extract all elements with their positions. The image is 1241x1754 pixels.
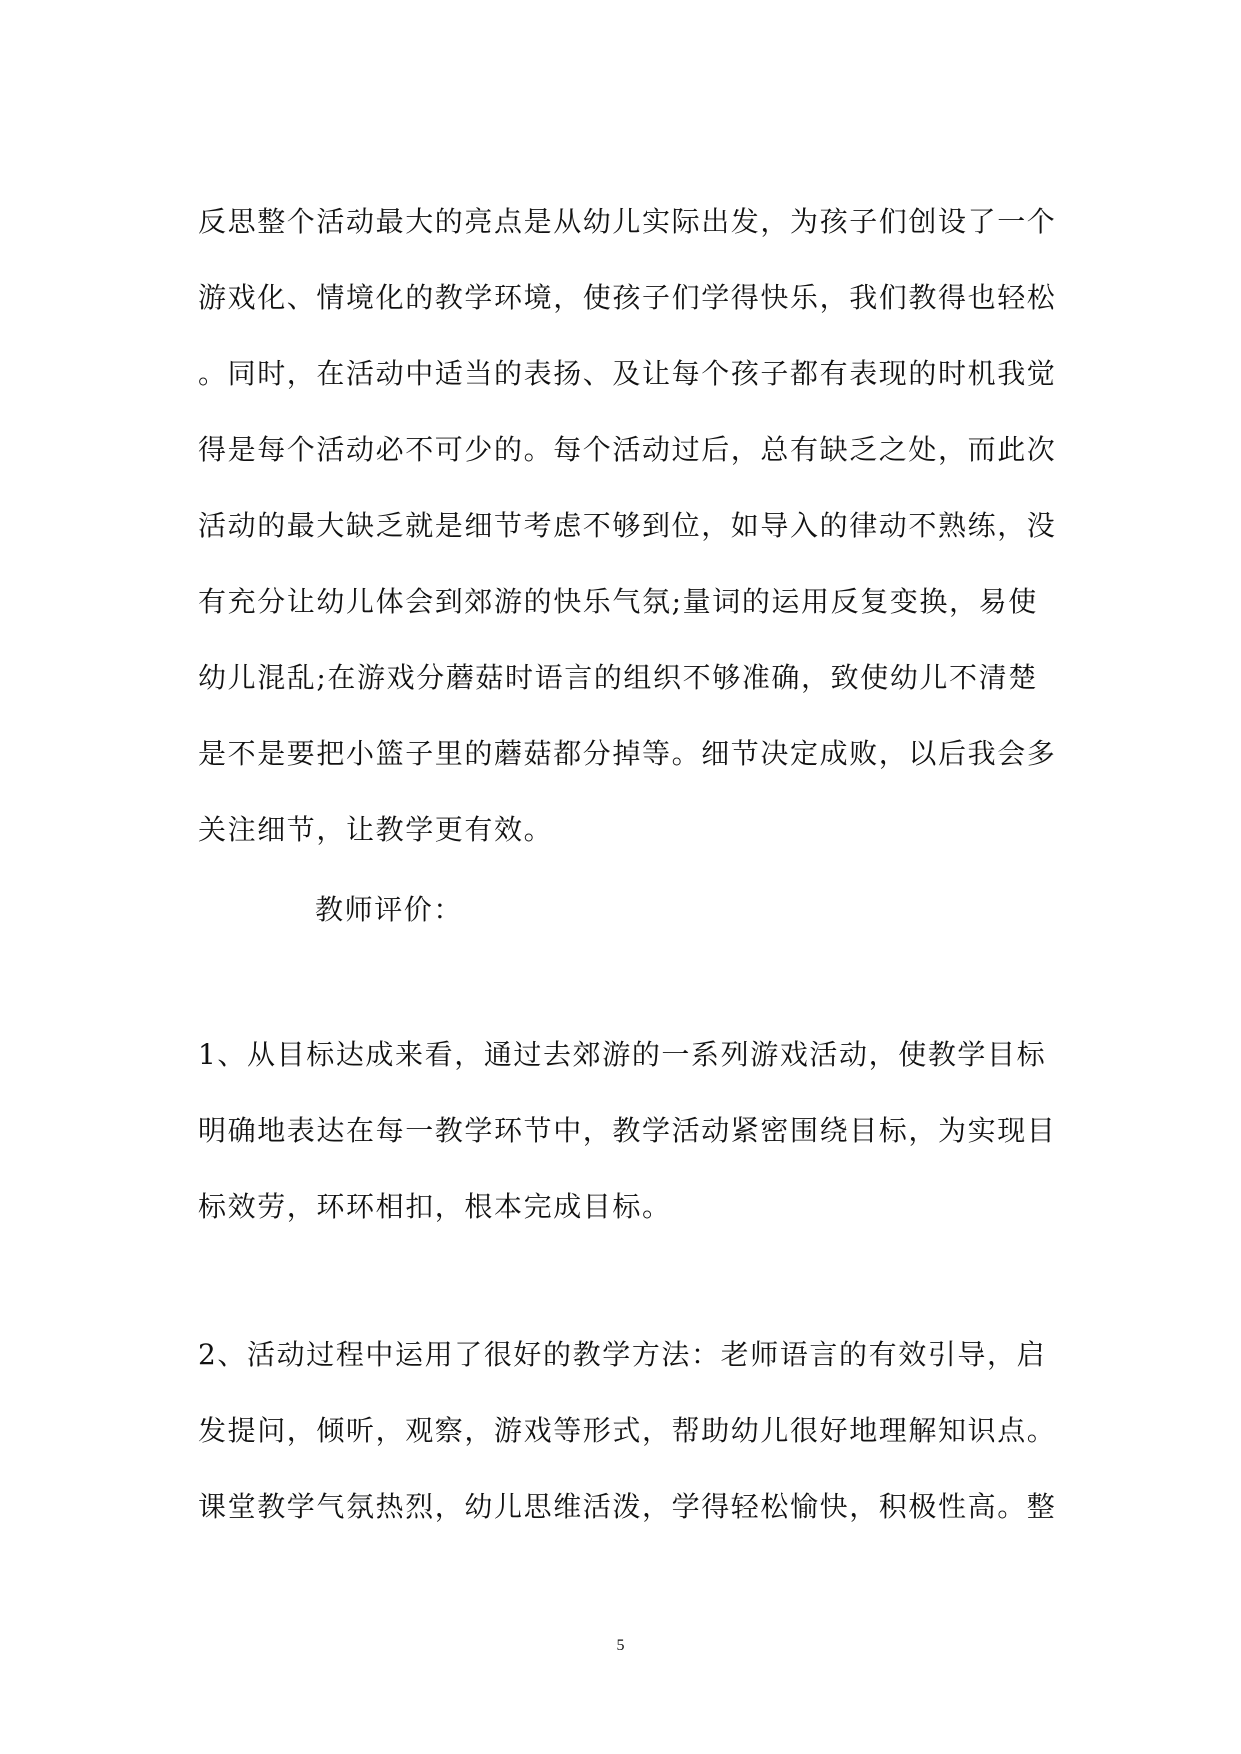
reflection-line-8: 是不是要把小篮子里的蘑菇都分掉等。细节决定成败，以后我会多 [198, 737, 1057, 770]
point2-line-3: 课堂教学气氛热烈，幼儿思维活泼，学得轻松愉快，积极性高。整 [198, 1490, 1057, 1523]
reflection-line-5: 活动的最大缺乏就是细节考虑不够到位，如导入的律动不熟练，没 [198, 509, 1057, 542]
page-number: 5 [616, 1637, 625, 1654]
reflection-line-4: 得是每个活动必不可少的。每个活动过后，总有缺乏之处，而此次 [198, 433, 1057, 466]
point2-line-1: 2、活动过程中运用了很好的教学方法：老师语言的有效引导，启 [198, 1338, 1047, 1371]
point1-line-3: 标效劳，环环相扣，根本完成目标。 [198, 1190, 672, 1223]
reflection-line-1: 反思整个活动最大的亮点是从幼儿实际出发，为孩子们创设了一个 [198, 205, 1057, 238]
reflection-line-6: 有充分让幼儿体会到郊游的快乐气氛;量词的运用反复变换，易使 [198, 585, 1038, 618]
reflection-line-9: 关注细节，让教学更有效。 [198, 813, 554, 846]
reflection-line-3: 。同时，在活动中适当的表扬、及让每个孩子都有表现的时机我觉 [198, 357, 1057, 390]
evaluation-heading: 教师评价： [315, 893, 464, 926]
point1-line-1: 1、从目标达成来看，通过去郊游的一系列游戏活动，使教学目标 [198, 1038, 1047, 1071]
reflection-line-7: 幼儿混乱;在游戏分蘑菇时语言的组织不够准确，致使幼儿不清楚 [198, 661, 1038, 694]
point2-line-2: 发提问，倾听，观察，游戏等形式，帮助幼儿很好地理解知识点。 [198, 1414, 1057, 1447]
point1-line-2: 明确地表达在每一教学环节中，教学活动紧密围绕目标，为实现目 [198, 1114, 1057, 1147]
reflection-line-2: 游戏化、情境化的教学环境，使孩子们学得快乐，我们教得也轻松 [198, 281, 1057, 314]
